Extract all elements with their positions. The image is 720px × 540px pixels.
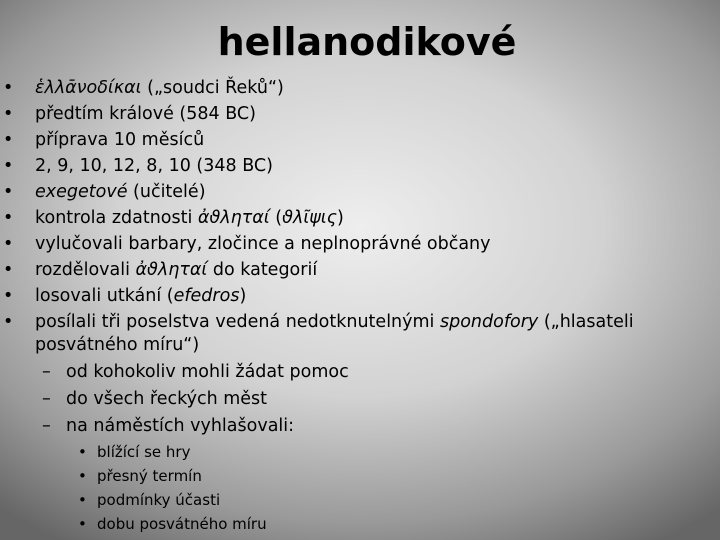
sub-bullet-item: – do všech řeckých měst	[42, 389, 268, 409]
sub-sub-bullet-item: • blížící se hry	[78, 443, 191, 461]
bullet-marker: •	[3, 208, 14, 228]
sub-sub-bullet-item: • dobu posvátného míru	[78, 515, 267, 533]
bullet-item: • exegetové (učitelé)	[3, 182, 206, 202]
bullet-item: • 2, 9, 10, 12, 8, 10 (348 BC)	[3, 156, 273, 176]
bullet-marker: •	[3, 234, 14, 254]
sub-sub-bullet-item: • přesný termín	[78, 467, 202, 485]
slide-title: hellanodikové	[217, 20, 517, 64]
bullet-item: • kontrola zdatnosti ἀϑληταί (ϑλῖψις)	[3, 208, 344, 228]
sub-bullet-item: – od kohokoliv mohli žádat pomoc	[42, 362, 349, 382]
bullet-marker: •	[78, 515, 87, 533]
dash-marker: –	[42, 389, 51, 409]
bullet-item: • příprava 10 měsíců	[3, 130, 205, 150]
sub-sub-bullet-item: • podmínky účasti	[78, 491, 221, 509]
bullet-marker: •	[3, 156, 14, 176]
bullet-marker: •	[78, 491, 87, 509]
bullet-item: • rozdělovali ἀϑληταί do kategorií	[3, 260, 318, 280]
bullet-item: • ἑλλᾱνοδίκαι („soudci Řeků“)	[3, 78, 284, 98]
bullet-marker: •	[3, 286, 14, 306]
bullet-marker: •	[78, 443, 87, 461]
bullet-marker: •	[3, 78, 14, 98]
sub-bullet-item: – na náměstích vyhlašovali:	[42, 416, 295, 436]
bullet-item: • předtím králové (584 BC)	[3, 104, 256, 124]
bullet-marker: •	[3, 260, 14, 280]
bullet-item: • vylučovali barbary, zločince a neplnoprávné občany	[3, 234, 491, 254]
bullet-marker: •	[3, 312, 14, 332]
dash-marker: –	[42, 416, 51, 436]
dash-marker: –	[42, 362, 51, 382]
bullet-marker: •	[78, 467, 87, 485]
bullet-item: • losovali utkání (efedros)	[3, 286, 247, 306]
bullet-item: • posílali tři poselstva vedená nedotknutelnými spondofory („hlasateli posvátného míru“)	[3, 312, 634, 355]
bullet-marker: •	[3, 104, 14, 124]
bullet-list	[0, 77, 720, 534]
bullet-marker: •	[3, 130, 14, 150]
bullet-marker: •	[3, 182, 14, 202]
